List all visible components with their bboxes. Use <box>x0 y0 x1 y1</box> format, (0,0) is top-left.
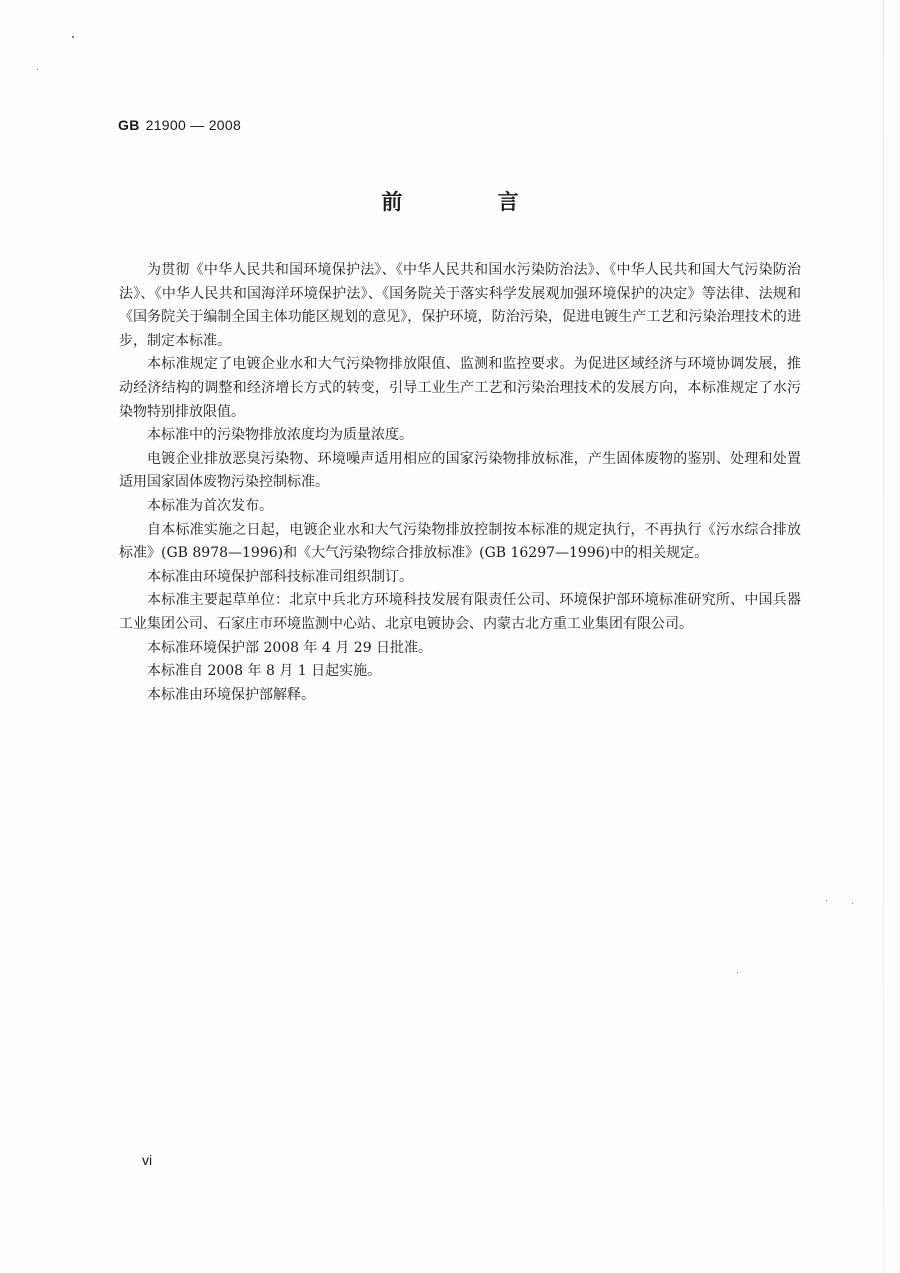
paragraph: 本标准为首次发布。 <box>147 497 273 514</box>
paragraph: 本标准主要起草单位：北京中兵北方环境科技发展有限责任公司、环境保护部环境标准研究所、中国兵器工业集团公司、石家庄市环境监测中心站、北京电镀协会、内蒙古北方重工业集团有限公司。 <box>119 592 801 632</box>
standard-code <box>118 117 241 133</box>
page-number: vi <box>142 1152 153 1168</box>
paragraph: 电镀企业排放恶臭污染物、环境噪声适用相应的国家污染物排放标准，产生固体废物的鉴别、处理和处置适用国家固体废物污染控制标准。 <box>119 450 801 491</box>
paragraph: 本标准中的污染物排放浓度均为质量浓度。 <box>147 427 413 444</box>
standard-number: 21900 — 2008 <box>145 117 242 133</box>
standard-prefix: GB <box>118 117 140 133</box>
scan-speck <box>37 69 38 70</box>
scan-speck <box>852 903 853 904</box>
paragraph: 本标准环境保护部 2008 年 4 月 29 日批准。 <box>147 639 433 656</box>
foreword-body <box>119 259 801 707</box>
paragraph: 为贯彻《中华人民共和国环境保护法》、《中华人民共和国水污染防治法》、《中华人民共和国大气污染防治法》、《中华人民共和国海洋环境保护法》、《国务院关于落实科学发展观加强环境保护的决定》等法律、法规和《国务院关于编制全国主体功能区规划的意见》，保护环境，防治污染，促进电镀生产工艺和污染治理技术的进步，制定本标准。 <box>119 262 801 349</box>
paragraph: 自本标准实施之日起，电镀企业水和大气污染物排放控制按本标准的规定执行，不再执行《污水综合排放标准》(GB 8978—1996)和《大气污染物综合排放标准》(GB 16297—1996)中的相关规定。 <box>119 521 801 562</box>
scan-speck <box>737 972 738 973</box>
paragraph: 本标准由环境保护部解释。 <box>147 686 315 703</box>
paragraph: 本标准自 2008 年 8 月 1 日起实施。 <box>147 663 382 680</box>
paragraph: 本标准规定了电镀企业水和大气污染物排放限值、监测和监控要求。为促进区域经济与环境协调发展，推动经济结构的调整和经济增长方式的转变，引导工业生产工艺和污染治理技术的发展方向，本标准规定了水污染物特别排放限值。 <box>119 356 801 420</box>
page-title: 前 言 <box>381 190 563 214</box>
scan-speck <box>72 36 74 38</box>
paragraph: 本标准由环境保护部科技标准司组织制订。 <box>147 568 413 585</box>
scan-speck <box>826 900 827 901</box>
